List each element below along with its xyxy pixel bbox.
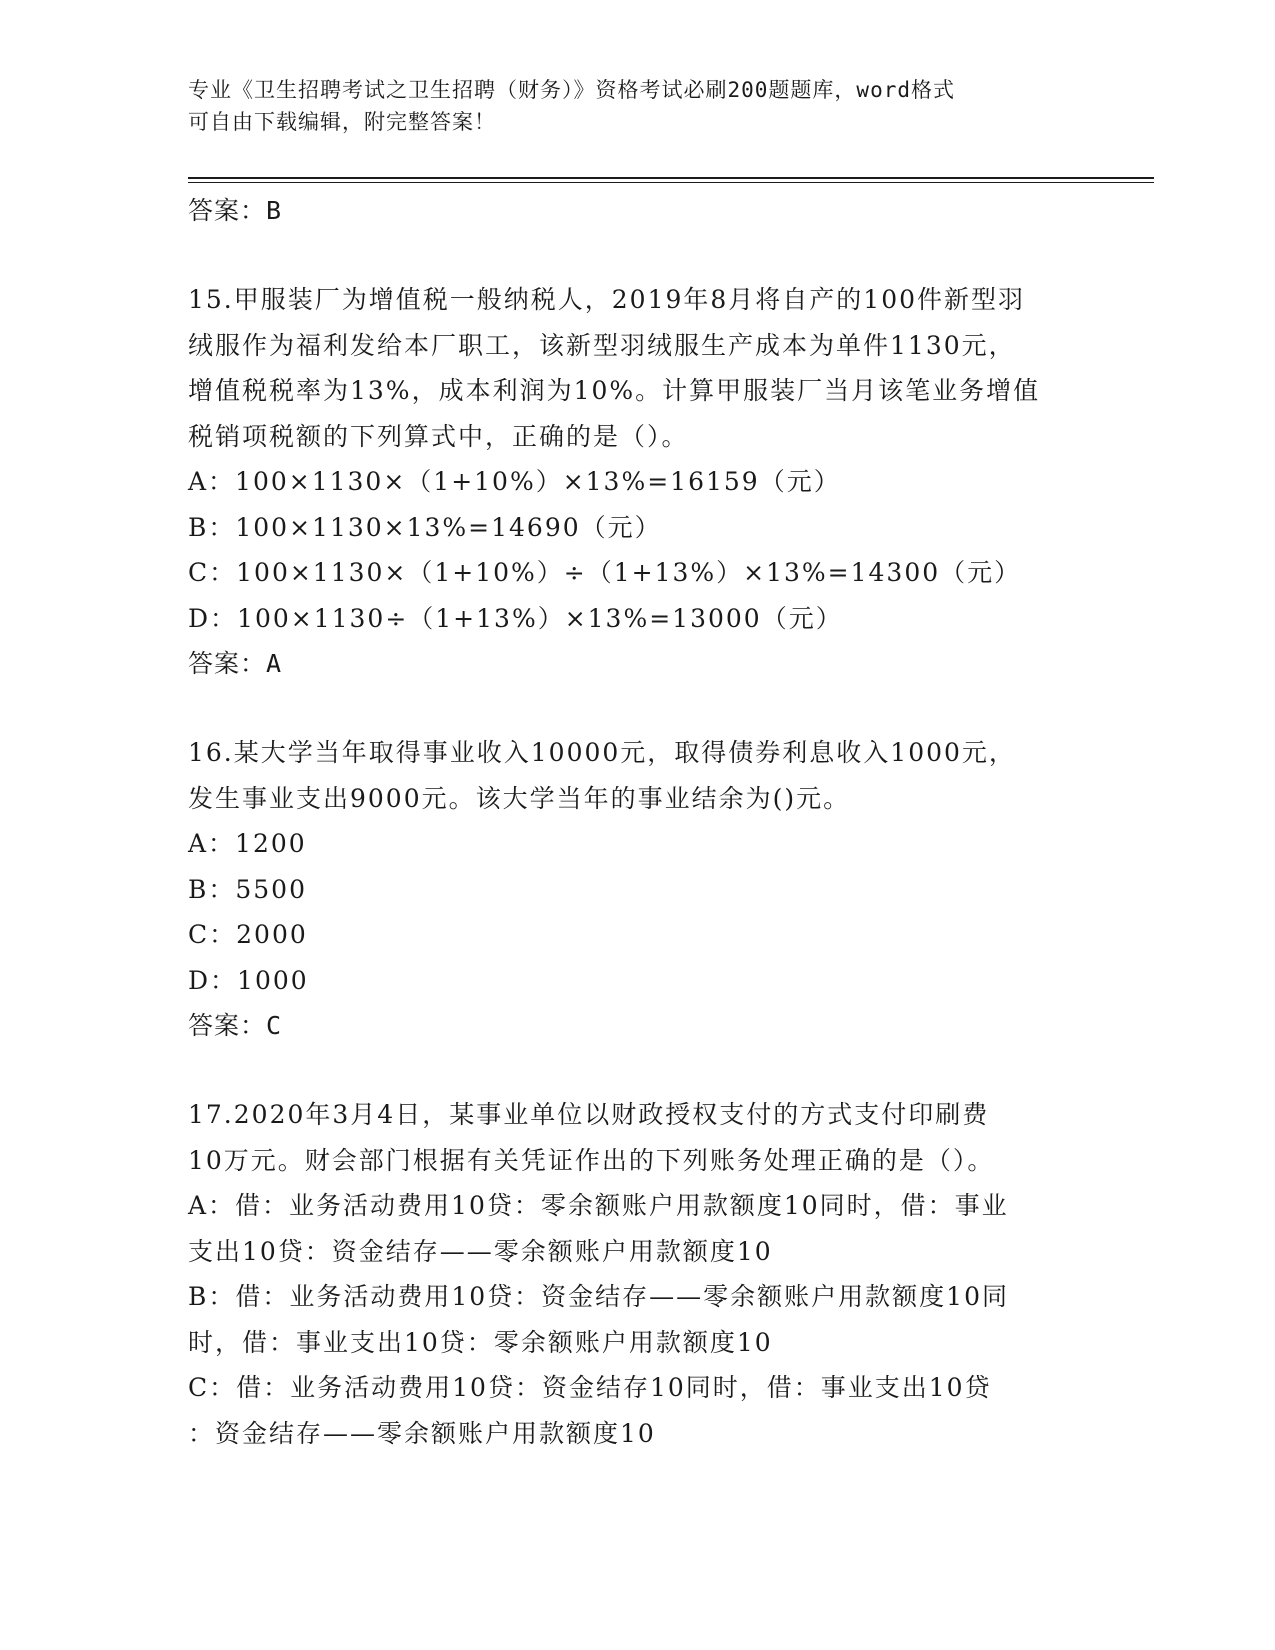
page-header: [188, 74, 1068, 138]
question-15-stem-line: 税销项税额的下列算式中，正确的是（）。: [188, 421, 689, 451]
question-content: [188, 188, 1088, 1456]
question-17-stem-line: 17.2020年3月4日，某事业单位以财政授权支付的方式支付印刷费: [188, 1100, 990, 1129]
question-15-stem-line: 15.甲服装厂为增值税一般纳税人，2019年8月将自产的100件新型羽: [188, 285, 1026, 314]
spacer: [188, 233, 1088, 277]
question-16-option-d: D：1000: [188, 965, 309, 995]
header-divider-thick: [188, 177, 1154, 179]
question-17-option-a: A：借：业务活动费用10贷：零余额账户用款额度10同时，借：事业: [188, 1191, 1009, 1220]
question-16-option-b: B：5500: [188, 874, 307, 904]
question-17-stem-line: 10万元。财会部门根据有关凭证作出的下列账务处理正确的是（）。: [188, 1145, 995, 1175]
question-16-option-c: C：2000: [188, 920, 308, 949]
question-17: [188, 1092, 1088, 1456]
spacer: [188, 1048, 1088, 1092]
spacer: [188, 686, 1088, 730]
question-15-option-c: C：100×1130×（1+10%）÷（1+13%）×13%=14300（元）: [188, 558, 1022, 587]
header-line-1: 专业《卫生招聘考试之卫生招聘（财务）》资格考试必刷200题题库，word格式: [188, 78, 955, 102]
question-17-option-b: B：借：业务活动费用10贷：资金结存——零余额账户用款额度10同: [188, 1282, 1009, 1311]
question-17-option-c-cont: ：资金结存——零余额账户用款额度10: [188, 1418, 656, 1448]
question-15: [188, 277, 1088, 686]
question-16-stem-line: 16.某大学当年取得事业收入10000元，取得债券利息收入1000元，: [188, 738, 1016, 767]
previous-answer: 答案：B: [188, 196, 283, 225]
header-line-2: 可自由下载编辑，附完整答案！: [188, 110, 496, 134]
question-15-answer: 答案：A: [188, 649, 283, 678]
question-15-stem-line: 增值税税率为13%，成本利润为10%。计算甲服装厂当月该笔业务增值: [188, 376, 1041, 405]
question-16-option-a: A：1200: [188, 829, 307, 858]
question-17-option-a-cont: 支出10贷：资金结存——零余额账户用款额度10: [188, 1236, 773, 1266]
question-15-option-a: A：100×1130×（1+10%）×13%=16159（元）: [188, 467, 841, 496]
question-17-option-b-cont: 时，借：事业支出10贷：零余额账户用款额度10: [188, 1327, 773, 1357]
question-16-answer: 答案：C: [188, 1011, 283, 1040]
question-16-stem-line: 发生事业支出9000元。该大学当年的事业结余为()元。: [188, 783, 851, 813]
header-divider-thin: [188, 182, 1154, 183]
question-17-option-c: C：借：业务活动费用10贷：资金结存10同时，借：事业支出10贷: [188, 1373, 992, 1402]
question-16: [188, 730, 1088, 1048]
question-15-stem-line: 绒服作为福利发给本厂职工，该新型羽绒服生产成本为单件1130元，: [188, 330, 1016, 360]
question-15-option-d: D：100×1130÷（1+13%）×13%=13000（元）: [188, 603, 843, 633]
question-15-option-b: B：100×1130×13%=14690（元）: [188, 512, 662, 542]
